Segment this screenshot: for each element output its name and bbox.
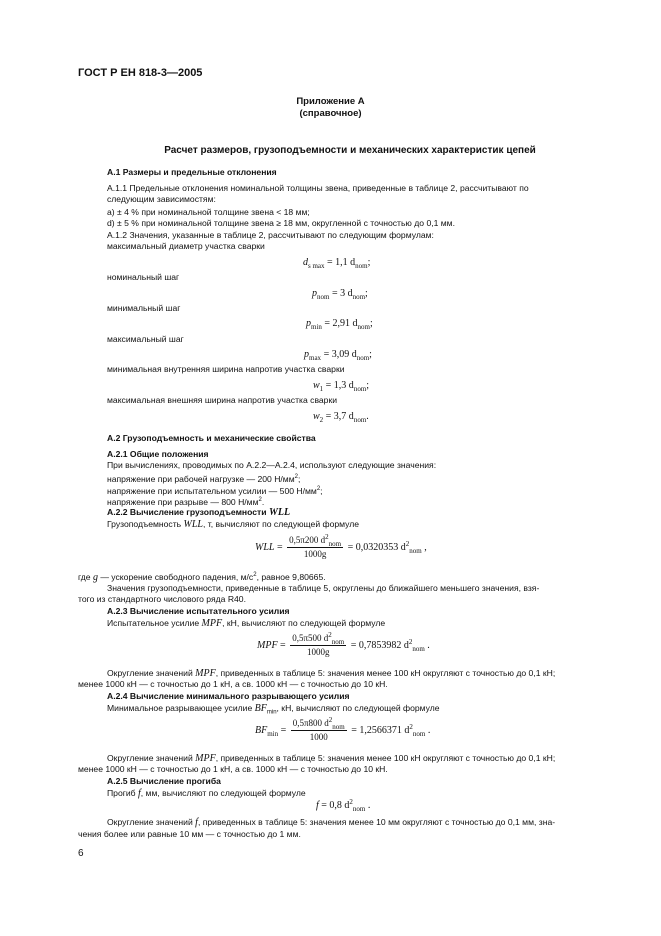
section-a25-heading: А.2.5 Вычисление прогиба — [107, 776, 221, 786]
a25-rounding-line1: Округление значений f, приведенных в таблице 5: значения менее 10 мм округляют с точностью до 0,1 мм, зна- — [107, 817, 556, 828]
a23-rounding-line1: Округление значений MPF, приведенных в таблице 5: значения менее 100 кН округляют с точностью до 0,1 кН; — [107, 668, 556, 679]
a11-line2: следующим зависимостям: — [107, 194, 216, 204]
label-nominal-pitch: номинальный шаг — [107, 272, 180, 282]
a25-intro: Прогиб f, мм, вычисляют по следующей формуле — [107, 788, 306, 799]
a24-rounding-line2: менее 1000 кН — с точностью до 1 кН, а св. 1000 кН — с точностью до 10 кН. — [78, 764, 388, 774]
formula-p-max: $p_{max} = 3,09$ $d_{nom}$; — [304, 349, 372, 362]
a22-intro: Грузоподъемность WLL, т, вычисляют по следующей формуле — [107, 519, 360, 530]
label-max-weld-diameter: максимальный диаметр участка сварки — [107, 241, 265, 251]
formula-w2: $w_2 = 3,7$ $d_{nom}$. — [313, 411, 369, 424]
formula-bf-min: $BF_{min}$ = $\frac{0,5\pi 800 d^2_{nom}}{1000}$ = 1,2566371 $d^2_{nom}$ . — [255, 716, 431, 742]
section-a24-heading: А.2.4 Вычисление минимального разрывающего усилия — [107, 691, 350, 701]
a23-intro: Испытательное усилие MPF, кН, вычисляют по следующей формуле — [107, 618, 386, 629]
a21-working-stress: напряжение при рабочей нагрузке — 200 $Н/мм^2$; — [107, 474, 301, 484]
standard-code: ГОСТ Р ЕН 818-3—2005 — [78, 67, 203, 79]
a22-rounding-line1: Значения грузоподъемности, приведенные в таблице 5, округлены до ближайшего меньшего значения, взя- — [107, 583, 540, 593]
a24-intro: Минимальное разрывающее усилие $BF_{min}$, кН, вычисляют по следующей формуле — [107, 703, 440, 716]
section-a22-heading: А.2.2 Вычисление грузоподъемности WLL — [107, 507, 291, 518]
page-number: 6 — [78, 848, 84, 859]
label-min-pitch: минимальный шаг — [107, 303, 181, 313]
a12-intro: А.1.2 Значения, указанные в таблице 2, рассчитывают по следующим формулам: — [107, 230, 434, 240]
a24-rounding-line1: Округление значений MPF, приведенных в таблице 5: значения менее 100 кН округляют с точностью до 0,1 кН; — [107, 753, 556, 764]
a21-intro: При вычислениях, проводимых по А.2.2—А.2.4, используют следующие значения: — [107, 460, 437, 470]
a22-g-definition: где g — ускорение свободного падения, $м/с^2$, равное 9,80665. — [78, 572, 326, 583]
formula-ds-max: $d_{s max} = 1,1$ $d_{nom}$; — [303, 257, 371, 270]
label-max-pitch: максимальный шаг — [107, 334, 184, 344]
label-max-outer-width: максимальная внешняя ширина напротив участка сварки — [107, 395, 338, 405]
a11-item-a: а) ± 4 % при номинальной толщине звена < 18 мм; — [107, 207, 310, 217]
main-title: Расчет размеров, грузоподъемности и механических характеристик цепей — [164, 145, 536, 156]
formula-mpf: MPF = $\frac{0,5\pi 500 d^2_{nom}}{1000g}$ = 0,7853982 $d^2_{nom}$ . — [257, 631, 430, 657]
annex-title: Приложение А — [296, 96, 365, 107]
a22-rounding-line2: того из стандартного числового ряда R40. — [78, 594, 246, 604]
a25-rounding-line2: чения более или равные 10 мм — с точностью до 1 мм. — [78, 829, 301, 839]
formula-p-nom: $p_{nom} = 3$ $d_{nom}$; — [312, 288, 368, 301]
a23-rounding-line2: менее 1000 кН — с точностью до 1 кН, а св. 1000 кН — с точностью до 10 кН. — [78, 679, 388, 689]
formula-wll: WLL = $\frac{0,5\pi 200 d^2_{nom}}{1000g}$ = 0,0320353 $d^2_{nom}$ , — [255, 533, 427, 559]
annex-subtitle: (справочное) — [299, 108, 362, 119]
formula-p-min: $p_{min} = 2,91$ $d_{nom}$; — [306, 318, 373, 331]
label-min-inner-width: минимальная внутренняя ширина напротив участка сварки — [107, 364, 345, 374]
section-a1-heading: А.1 Размеры и предельные отклонения — [107, 167, 277, 177]
a21-test-stress: напряжение при испытательном усилии — 500 $Н/мм^2$; — [107, 486, 323, 496]
section-a2-heading: А.2 Грузоподъемность и механические свойства — [107, 433, 316, 443]
a21-breaking-stress: напряжение при разрыве — 800 $Н/мм^2$. — [107, 497, 265, 507]
formula-f: f = 0,8 $d^2_{nom}$ . — [316, 798, 371, 813]
a11-item-d: d) ± 5 % при номинальной толщине звена ≥ 18 мм, округленной с точностью до 0,1 мм. — [107, 218, 455, 228]
formula-w1: $w_1 = 1,3$ $d_{nom}$; — [313, 380, 370, 393]
section-a21-heading: А.2.1 Общие положения — [107, 449, 209, 459]
section-a23-heading: А.2.3 Вычисление испытательного усилия — [107, 606, 290, 616]
a11-line1: А.1.1 Предельные отклонения номинальной толщины звена, приведенные в таблице 2, рассчитывают по — [107, 183, 529, 193]
